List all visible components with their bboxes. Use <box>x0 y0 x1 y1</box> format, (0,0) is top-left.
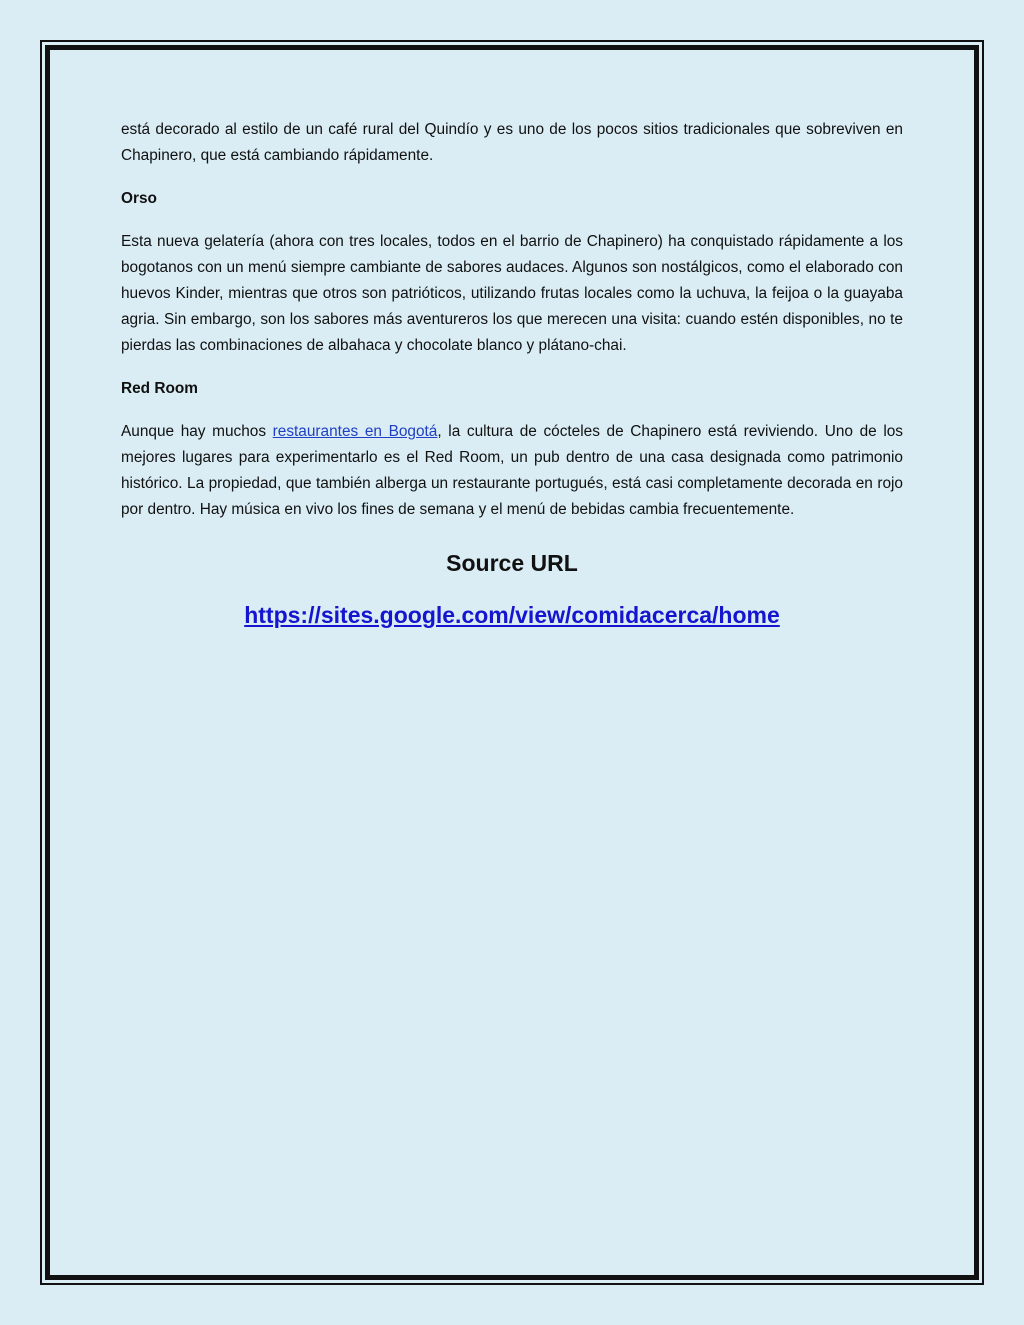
restaurantes-bogota-link[interactable]: restaurantes en Bogotá <box>272 423 438 440</box>
document-body <box>121 117 903 631</box>
section-paragraph-red-room <box>121 419 903 523</box>
paragraph-text-before-link: Aunque hay muchos <box>121 423 273 440</box>
section-heading-orso: Orso <box>121 190 157 207</box>
paragraph-text-after-link: , la cultura de cócteles de Chapinero está reviviendo. Uno de los mejores lugares para experimentarlo es el Red Room, un pub dentro de una casa designada como patrimonio histórico. La propiedad, que también alberga un restaurante portugués, está casi completamente decorada en rojo por dentro. Hay música en vivo los fines de semana y el menú de bebidas cambia frecuentemente. <box>121 423 903 518</box>
intro-paragraph: está decorado al estilo de un café rural del Quindío y es uno de los pocos sitios tradicionales que sobreviven en Chapinero, que está cambiando rápidamente. <box>121 121 903 164</box>
source-url-link[interactable]: https://sites.google.com/view/comidacerca/home <box>244 602 780 628</box>
source-url-heading: Source URL <box>446 550 578 576</box>
section-paragraph-orso: Esta nueva gelatería (ahora con tres locales, todos en el barrio de Chapinero) ha conquistado rápidamente a los bogotanos con un menú siempre cambiante de sabores audaces. Algunos son nostálgicos, como el elaborado con huevos Kinder, mientras que otros son patrióticos, utilizando frutas locales como la uchuva, la feijoa o la guayaba agria. Sin embargo, son los sabores más aventureros los que merecen una visita: cuando estén disponibles, no te pierdas las combinaciones de albahaca y chocolate blanco y plátano-chai. <box>121 233 903 354</box>
section-heading-red-room: Red Room <box>121 380 198 397</box>
